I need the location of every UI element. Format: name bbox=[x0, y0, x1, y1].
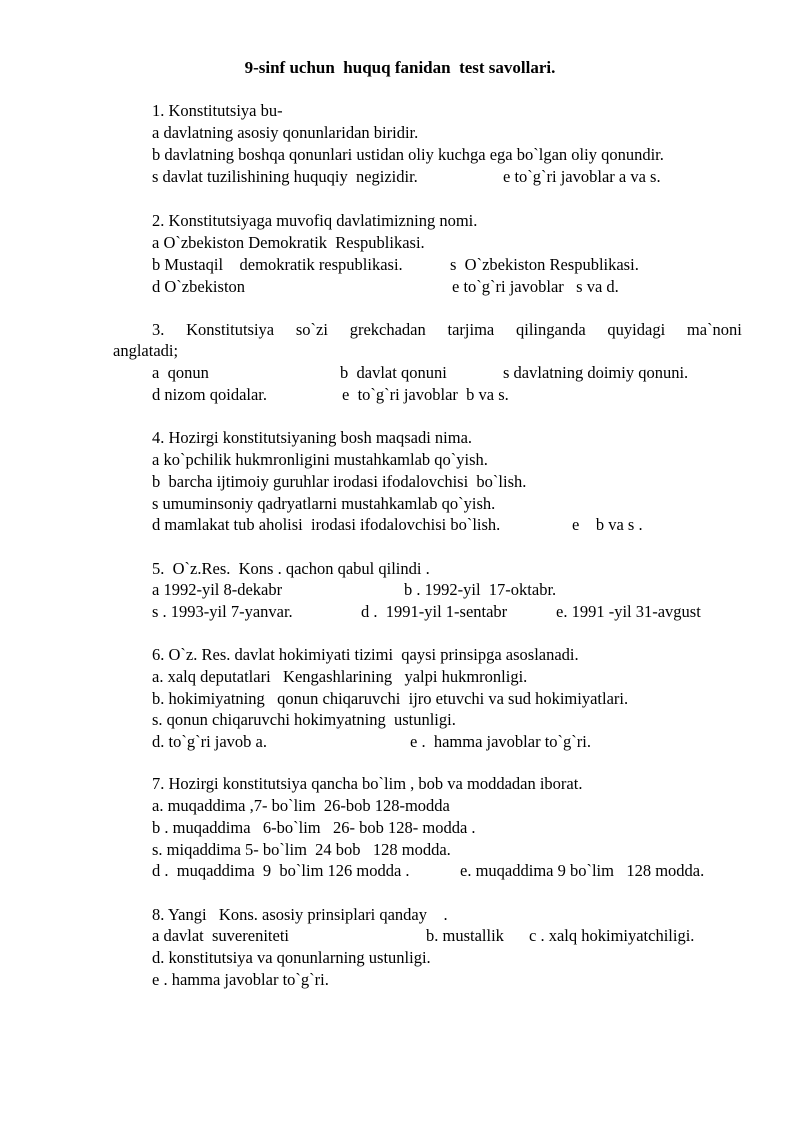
question-5-option-s: s . 1993-yil 7-yanvar. bbox=[152, 602, 293, 621]
question-1-option-e: e to`g`ri javoblar a va s. bbox=[503, 167, 661, 186]
question-3-option-s: s davlatning doimiy qonuni. bbox=[503, 363, 689, 382]
question-5-option-a: a 1992-yil 8-dekabr bbox=[152, 580, 283, 599]
question-3-option-d: d nizom qoidalar. bbox=[152, 385, 268, 404]
question-2-option-e: e to`g`ri javoblar s va d. bbox=[452, 277, 619, 296]
document-title: 9-sinf uchun huquq fanidan test savollari. bbox=[244, 58, 556, 77]
question-3-word: grekchadan bbox=[349, 320, 426, 339]
question-6-option-b: b. hokimiyatning qonun chiqaruvchi ijro etuvchi va sud hokimiyatlari. bbox=[152, 689, 629, 708]
question-4-text: 4. Hozirgi konstitutsiyaning bosh maqsadi nima. bbox=[152, 428, 473, 447]
question-8-option-b: b. mustallik bbox=[426, 926, 504, 945]
question-3-word: 3. bbox=[152, 320, 165, 339]
question-1-option-b: b davlatning boshqa qonunlari ustidan oliy kuchga ega bo`lgan oliy qonundir. bbox=[152, 145, 664, 164]
question-4-option-s: s umuminsoniy qadryatlarni mustahkamlab qo`yish. bbox=[152, 494, 496, 513]
question-2-option-s: s O`zbekiston Respublikasi. bbox=[450, 255, 639, 274]
question-3-word: ma`noni bbox=[686, 320, 742, 339]
question-8-option-a: a davlat suvereniteti bbox=[152, 926, 289, 945]
question-6-option-e: e . hamma javoblar to`g`ri. bbox=[410, 732, 591, 751]
question-3-text-continued: anglatadi; bbox=[113, 341, 179, 360]
question-7-text: 7. Hozirgi konstitutsiya qancha bo`lim , bob va moddadan iborat. bbox=[152, 774, 583, 793]
question-1-option-a: a davlatning asosiy qonunlaridan biridir. bbox=[152, 123, 419, 142]
question-8-option-c: c . xalq hokimiyatchiligi. bbox=[529, 926, 695, 945]
question-5-option-b: b . 1992-yil 17-oktabr. bbox=[404, 580, 557, 599]
question-7-option-a: a. muqaddima ,7- bo`lim 26-bob 128-modda bbox=[152, 796, 450, 815]
question-3-word: quyidagi bbox=[607, 320, 666, 339]
question-8-option-e: e . hamma javoblar to`g`ri. bbox=[152, 970, 329, 989]
question-7-option-s: s. miqaddima 5- bo`lim 24 bob 128 modda. bbox=[152, 840, 451, 859]
question-3-option-a: a qonun bbox=[152, 363, 209, 382]
question-3-option-e: e to`g`ri javoblar b va s. bbox=[342, 385, 509, 404]
question-7-option-b: b . muqaddima 6-bo`lim 26- bob 128- modda . bbox=[152, 818, 476, 837]
question-6-option-a: a. xalq deputatlari Kengashlarining yalpi hukmronligi. bbox=[152, 667, 528, 686]
question-1-option-s: s davlat tuzilishining huquqiy negizidir. bbox=[152, 167, 418, 186]
question-3-word: Konstitutsiya bbox=[186, 320, 275, 339]
question-4-option-a: a ko`pchilik hukmronligini mustahkamlab qo`yish. bbox=[152, 450, 488, 469]
question-3-option-b: b davlat qonuni bbox=[340, 363, 447, 382]
question-2-option-a: a O`zbekiston Demokratik Respublikasi. bbox=[152, 233, 425, 252]
question-5-text: 5. O`z.Res. Kons . qachon qabul qilindi . bbox=[152, 559, 430, 578]
question-3-text bbox=[152, 319, 742, 341]
question-6-option-s: s. qonun chiqaruvchi hokimyatning ustunligi. bbox=[152, 710, 456, 729]
question-1-text: 1. Konstitutsiya bu- bbox=[152, 101, 283, 120]
question-3-word: so`zi bbox=[295, 320, 328, 339]
question-3-word: tarjima bbox=[447, 320, 495, 339]
question-8-text: 8. Yangi Kons. asosiy prinsiplari qanday . bbox=[152, 905, 448, 924]
question-4-option-e: e b va s . bbox=[572, 515, 643, 534]
question-2-option-b: b Mustaqil demokratik respublikasi. bbox=[152, 255, 403, 274]
question-7-option-e: e. muqaddima 9 bo`lim 128 modda. bbox=[460, 861, 705, 880]
question-6-text: 6. O`z. Res. davlat hokimiyati tizimi qaysi prinsipga asoslanadi. bbox=[152, 645, 579, 664]
question-6-option-d: d. to`g`ri javob a. bbox=[152, 732, 268, 751]
question-5-option-e: e. 1991 -yil 31-avgust bbox=[556, 602, 701, 621]
question-3-word: qilinganda bbox=[516, 320, 586, 339]
question-2-option-d: d O`zbekiston bbox=[152, 277, 246, 296]
question-2-text: 2. Konstitutsiyaga muvofiq davlatimizning nomi. bbox=[152, 211, 478, 230]
question-7-option-d: d . muqaddima 9 bo`lim 126 modda . bbox=[152, 861, 410, 880]
question-4-option-b: b barcha ijtimoiy guruhlar irodasi ifodalovchisi bo`lish. bbox=[152, 472, 527, 491]
question-5-option-d: d . 1991-yil 1-sentabr bbox=[361, 602, 508, 621]
question-4-option-d: d mamlakat tub aholisi irodasi ifodalovchisi bo`lish. bbox=[152, 515, 501, 534]
question-8-option-d: d. konstitutsiya va qonunlarning ustunligi. bbox=[152, 948, 431, 967]
